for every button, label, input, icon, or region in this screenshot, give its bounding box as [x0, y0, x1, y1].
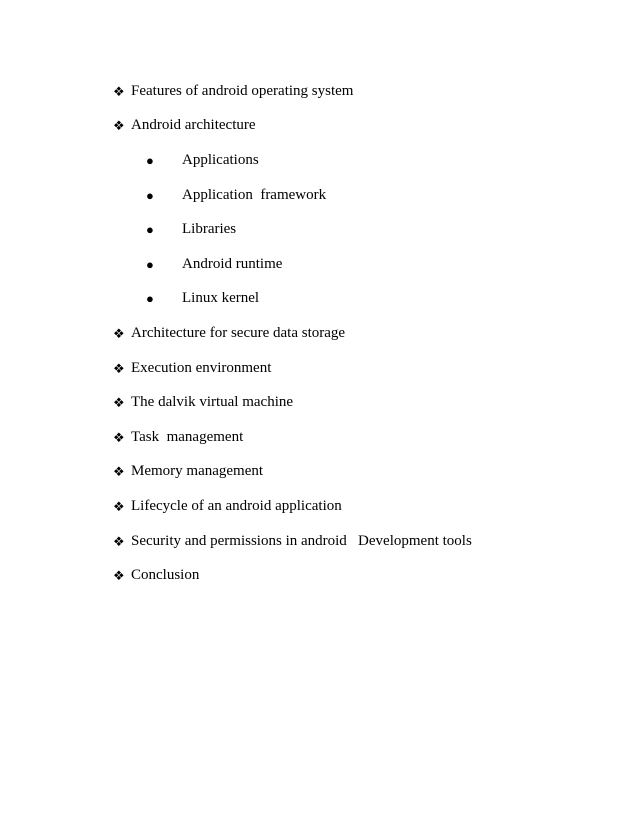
- outline-subitem: [113, 282, 472, 317]
- outline-item: [113, 455, 472, 490]
- round-bullet-icon: ●: [146, 222, 154, 238]
- diamond-bullet-icon: ❖: [113, 118, 125, 134]
- outline-item-text: Task management: [131, 428, 244, 445]
- outline-subitem-text: Application framework: [182, 186, 327, 203]
- outline-item-text: Features of android operating system: [131, 82, 354, 99]
- round-bullet-icon: ●: [146, 152, 154, 168]
- outline-item: [113, 420, 472, 455]
- outline-item: [113, 74, 472, 109]
- outline-item-text: Security and permissions in android Development tools: [131, 532, 472, 549]
- outline-item: [113, 524, 472, 559]
- outline-item: [113, 351, 472, 386]
- outline-item-text: Conclusion: [131, 567, 200, 584]
- round-bullet-icon: ●: [146, 256, 154, 272]
- outline-subitem-text: Linux kernel: [182, 290, 260, 307]
- outline-item: [113, 316, 472, 351]
- outline-subitem-text: Android runtime: [182, 255, 283, 272]
- diamond-bullet-icon: ❖: [113, 395, 125, 411]
- outline-subitem: [113, 143, 472, 178]
- outline-item-text: Memory management: [131, 463, 264, 480]
- diamond-bullet-icon: ❖: [113, 568, 125, 584]
- outline-subitem: [113, 178, 472, 213]
- contents-outline: [113, 74, 472, 593]
- round-bullet-icon: ●: [146, 291, 154, 307]
- outline-item: [113, 109, 472, 144]
- diamond-bullet-icon: ❖: [113, 533, 125, 549]
- outline-subitem: [113, 247, 472, 282]
- outline-item: [113, 558, 472, 593]
- diamond-bullet-icon: ❖: [113, 498, 125, 514]
- outline-item-text: Execution environment: [131, 359, 272, 376]
- diamond-bullet-icon: ❖: [113, 83, 125, 99]
- outline-item: [113, 489, 472, 524]
- diamond-bullet-icon: ❖: [113, 325, 125, 341]
- outline-item: [113, 385, 472, 420]
- outline-item-text: The dalvik virtual machine: [131, 394, 294, 411]
- outline-subitem-text: Libraries: [182, 221, 237, 238]
- diamond-bullet-icon: ❖: [113, 429, 125, 445]
- diamond-bullet-icon: ❖: [113, 464, 125, 480]
- outline-item-text: Android architecture: [131, 117, 256, 134]
- outline-item-text: Lifecycle of an android application: [131, 497, 342, 514]
- outline-subitem-text: Applications: [182, 151, 259, 168]
- round-bullet-icon: ●: [146, 187, 154, 203]
- diamond-bullet-icon: ❖: [113, 360, 125, 376]
- outline-item-text: Architecture for secure data storage: [131, 324, 346, 341]
- outline-subitem: [113, 212, 472, 247]
